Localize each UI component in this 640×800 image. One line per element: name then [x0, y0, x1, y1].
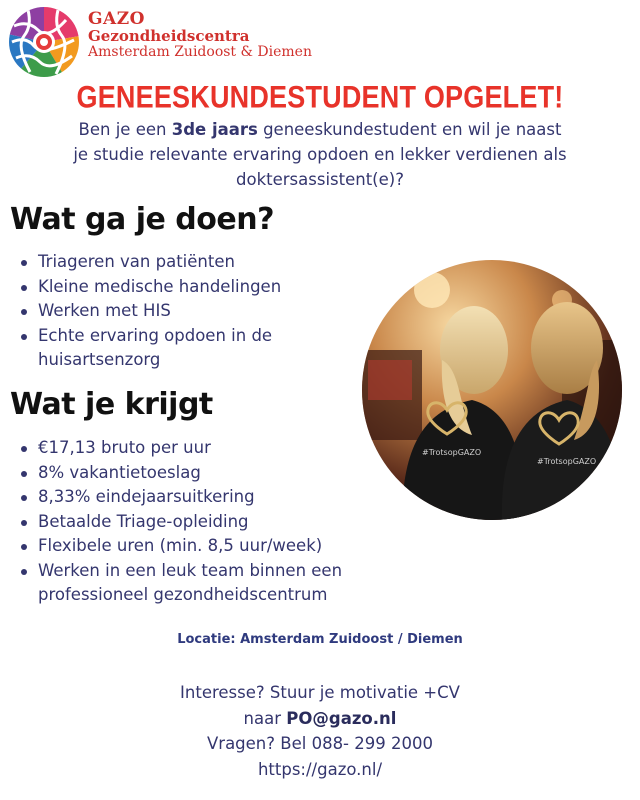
- list-item: €17,13 bruto per uur: [18, 436, 378, 461]
- gazo-logo-icon: [8, 6, 80, 78]
- list-item: 8,33% eindejaarsuitkering: [18, 485, 378, 510]
- list-item: Kleine medische handelingen: [18, 275, 328, 300]
- intro-highlight: 3de jaars: [171, 120, 258, 139]
- contact-line-3: Vragen? Bel 088- 299 2000: [207, 734, 433, 753]
- contact-block: [0, 680, 640, 782]
- brand-block: [88, 10, 312, 60]
- section-title-benefits: Wat je krijgt: [10, 387, 213, 422]
- team-photo: [362, 260, 622, 520]
- list-item: Flexibele uren (min. 8,5 uur/week): [18, 534, 378, 559]
- list-item: Werken in een leuk team binnen een professioneel gezondheidscentrum: [18, 559, 378, 608]
- list-item: Betaalde Triage-opleiding: [18, 510, 378, 535]
- list-item: Triageren van patiënten: [18, 250, 328, 275]
- intro-text: [70, 117, 570, 192]
- list-item: Werken met HIS: [18, 299, 328, 324]
- tasks-list: [18, 250, 328, 373]
- contact-line-2-prefix: naar: [243, 708, 287, 728]
- hoodie-text-left: #TrotsopGAZO: [422, 448, 482, 457]
- section-title-tasks: Wat ga je doen?: [10, 202, 274, 237]
- benefits-list: [18, 436, 378, 608]
- brand-subtitle: Gezondheidscentra: [88, 27, 250, 45]
- website-link[interactable]: https://gazo.nl/: [257, 759, 383, 779]
- contact-line-2: [0, 706, 640, 732]
- brand-name: GAZO: [88, 9, 145, 29]
- list-item: 8% vakantietoeslag: [18, 461, 378, 486]
- intro-part2: geneeskundestudent en wil je naast je studie relevante ervaring opdoen en lekker verdienen als doktersassistent(e)?: [73, 120, 567, 189]
- intro-part1: Ben je een: [78, 120, 172, 139]
- list-item: Echte ervaring opdoen in de huisartsenzorg: [18, 324, 328, 373]
- brand-location: Amsterdam Zuidoost & Diemen: [88, 44, 312, 60]
- headline: GENEESKUNDESTUDENT OPGELET!: [76, 80, 564, 115]
- location-text: Locatie: Amsterdam Zuidoost / Diemen: [177, 632, 463, 647]
- email-link[interactable]: PO@gazo.nl: [286, 708, 397, 728]
- contact-line-1: Interesse? Stuur je motivatie +CV: [180, 683, 460, 702]
- hoodie-text-right: #TrotsopGAZO: [537, 457, 597, 466]
